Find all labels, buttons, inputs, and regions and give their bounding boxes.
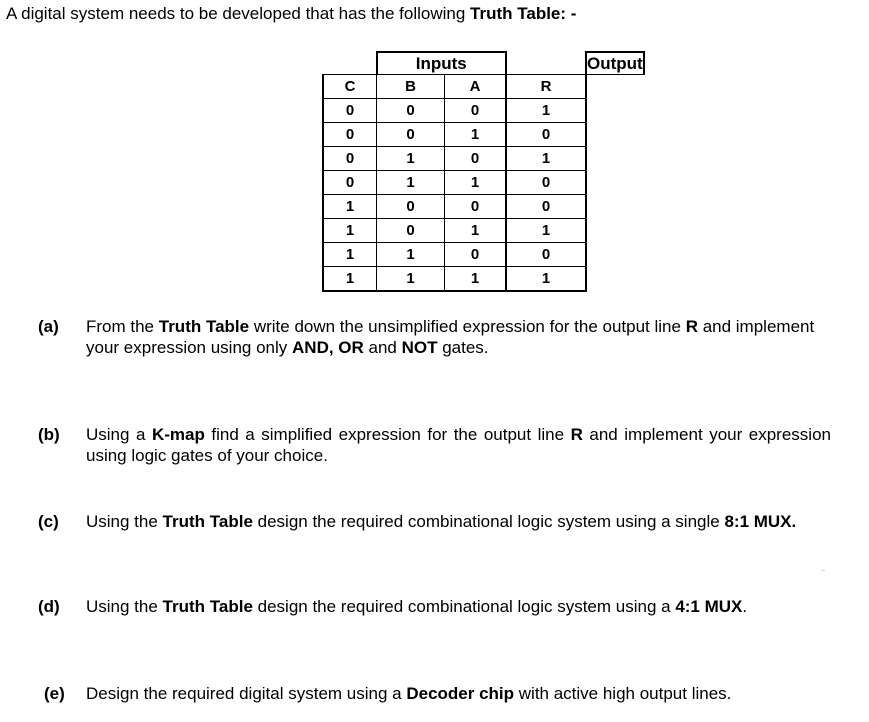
question-label: (b)	[38, 425, 60, 444]
table-row	[323, 171, 644, 195]
cell-r: 0	[506, 195, 586, 219]
intro-bold: Truth Table: -	[470, 4, 577, 23]
cell-a: 1	[445, 219, 507, 243]
table-row	[323, 195, 644, 219]
question-text	[86, 596, 831, 617]
table-row	[323, 147, 644, 171]
bold-run: Truth Table	[158, 317, 250, 336]
cell-r: 1	[506, 99, 586, 123]
bold-run: 4:1 MUX	[675, 597, 743, 616]
cell-a: 0	[445, 99, 507, 123]
truth-table	[322, 51, 645, 292]
cell-c: 0	[323, 171, 377, 195]
question-text	[86, 316, 831, 358]
cell-b: 0	[377, 219, 445, 243]
cell-c: 1	[323, 195, 377, 219]
table-row	[323, 99, 644, 123]
text-run: find a simplified expression for the output line	[204, 425, 571, 444]
cell-a: 0	[445, 147, 507, 171]
cell-a: 1	[445, 171, 507, 195]
header-b: B	[377, 75, 445, 99]
text-run: From the	[86, 317, 159, 336]
faint-mark	[822, 570, 825, 571]
truth-table-group-header	[323, 52, 644, 75]
cell-r: 0	[506, 171, 586, 195]
bold-run: NOT	[401, 338, 438, 357]
cell-a: 0	[445, 243, 507, 267]
cell-c: 0	[323, 123, 377, 147]
text-run: Using the	[86, 512, 163, 531]
text-run: Using the	[86, 597, 163, 616]
cell-b: 1	[377, 267, 445, 292]
text-run: design the required combinational logic system using a	[252, 597, 676, 616]
truth-table-column-header	[323, 75, 644, 99]
text-run: and implement your expression using only	[86, 317, 815, 357]
cell-a: 0	[445, 195, 507, 219]
cell-r: 1	[506, 147, 586, 171]
group-spacer	[506, 52, 586, 75]
cell-c: 1	[323, 243, 377, 267]
cell-r: 0	[506, 123, 586, 147]
text-run: write down the unsimplified expression for the output line	[249, 317, 686, 336]
bold-run: Truth Table	[162, 512, 253, 531]
text-run: and implement your expression using logic gates of your choice.	[86, 425, 831, 465]
bold-run: Truth Table	[162, 597, 253, 616]
question-text	[86, 683, 831, 704]
question-text	[86, 424, 831, 466]
header-a: A	[445, 75, 507, 99]
intro-text	[6, 4, 576, 24]
cell-c: 0	[323, 99, 377, 123]
cell-b: 1	[377, 243, 445, 267]
bold-run: K-map	[151, 425, 205, 444]
output-group-header: Output	[587, 54, 643, 73]
intro-plain: A digital system needs to be developed that has the following	[6, 4, 471, 23]
cell-c: 1	[323, 219, 377, 243]
bold-run: R	[570, 425, 583, 444]
text-run: .	[742, 597, 748, 616]
cell-c: 0	[323, 147, 377, 171]
inputs-group-header: Inputs	[377, 52, 507, 75]
cell-b: 0	[377, 99, 445, 123]
cell-c: 1	[323, 267, 377, 292]
header-r: R	[506, 75, 586, 99]
text-run: gates.	[437, 338, 489, 357]
cell-r: 1	[506, 267, 586, 292]
group-spacer	[323, 52, 377, 75]
text-run: and	[363, 338, 402, 357]
table-row	[323, 267, 644, 292]
cell-b: 0	[377, 195, 445, 219]
bold-run: AND, OR	[292, 338, 364, 357]
cell-r: 1	[506, 219, 586, 243]
question-label: (e)	[44, 684, 65, 703]
cell-b: 0	[377, 123, 445, 147]
text-run: Using a	[86, 425, 152, 444]
table-row	[323, 123, 644, 147]
question-text	[86, 511, 831, 532]
bold-run: 8:1 MUX.	[724, 512, 797, 531]
text-run: Design the required digital system using a	[86, 684, 407, 703]
question-label: (d)	[38, 597, 60, 616]
question-label: (c)	[38, 512, 59, 531]
question-label: (a)	[38, 317, 59, 336]
text-run: with active high output lines.	[514, 684, 732, 703]
table-row	[323, 243, 644, 267]
cell-b: 1	[377, 171, 445, 195]
cell-b: 1	[377, 147, 445, 171]
table-row	[323, 219, 644, 243]
cell-a: 1	[445, 267, 507, 292]
bold-run: Decoder chip	[406, 684, 515, 703]
cell-a: 1	[445, 123, 507, 147]
bold-run: R	[685, 317, 698, 336]
header-c: C	[323, 75, 377, 99]
cell-r: 0	[506, 243, 586, 267]
text-run: design the required combinational logic system using a single	[252, 512, 725, 531]
